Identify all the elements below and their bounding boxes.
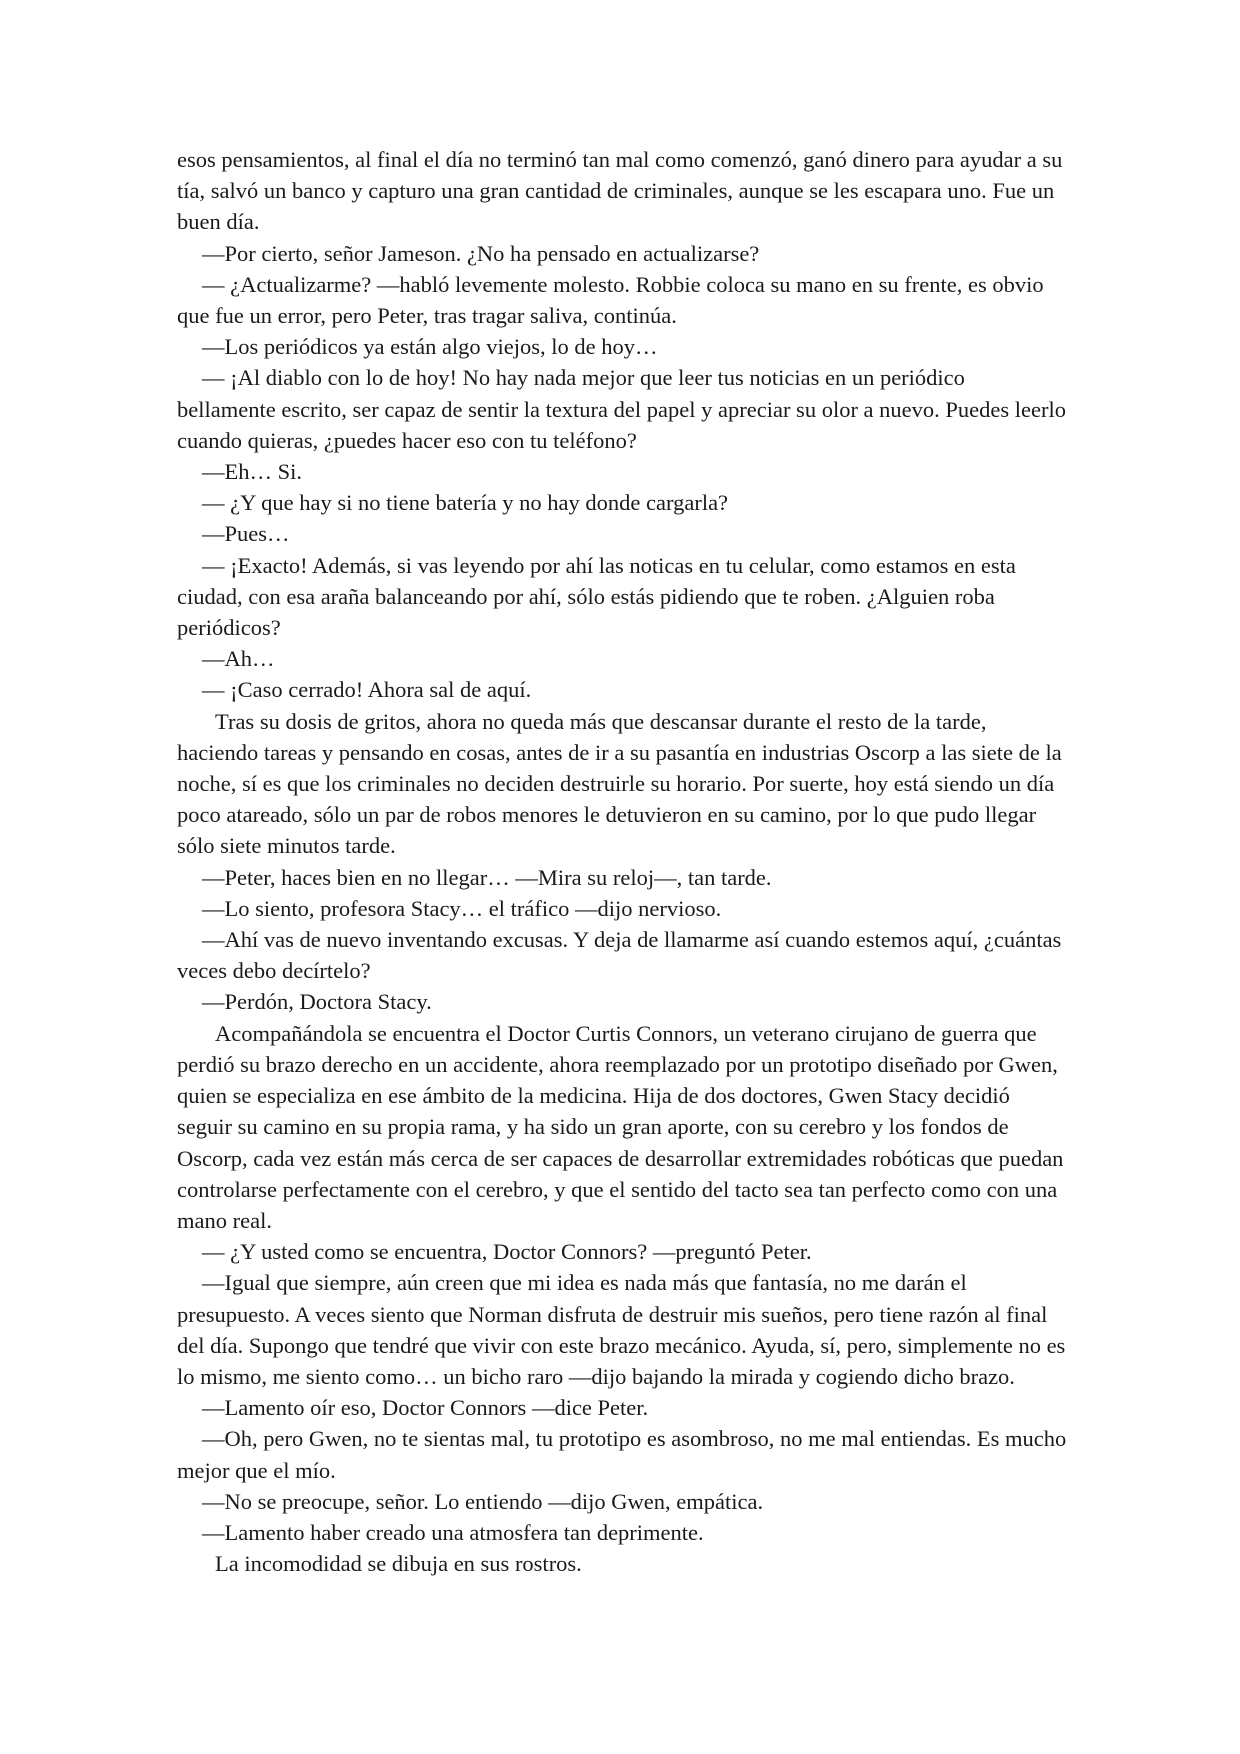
dialogue-paragraph: — ¿Y usted como se encuentra, Doctor Connors? —preguntó Peter. — [202, 1239, 812, 1265]
dialogue-paragraph: —Ahí vas de nuevo inventando excusas. Y deja de llamarme así cuando estemos aquí, ¿cuántas veces debo decírtelo? — [177, 927, 1062, 984]
dialogue-paragraph: —Lo siento, profesora Stacy… el tráfico —dijo nervioso. — [202, 895, 722, 921]
narrative-paragraph: La incomodidad se dibuja en sus rostros. — [215, 1551, 582, 1577]
dialogue-paragraph: —Pues… — [202, 521, 290, 547]
dialogue-paragraph: — ¡Al diablo con lo de hoy! No hay nada mejor que leer tus noticias en un periódico bellamente escrito, ser capaz de sentir la textura del papel y apreciar su olor a nuevo. Puedes leerlo cuando quieras, ¿puedes hacer eso con tu teléfono? — [177, 365, 1066, 453]
dialogue-paragraph: —Lamento oír eso, Doctor Connors —dice Peter. — [202, 1395, 649, 1421]
dialogue-paragraph: —Los periódicos ya están algo viejos, lo de hoy… — [202, 334, 658, 360]
dialogue-paragraph: —No se preocupe, señor. Lo entiendo —dijo Gwen, empática. — [202, 1488, 764, 1514]
dialogue-paragraph: —Ah… — [202, 646, 275, 672]
dialogue-paragraph: — ¿Y que hay si no tiene batería y no hay donde cargarla? — [202, 490, 729, 516]
narrative-paragraph: Tras su dosis de gritos, ahora no queda más que descansar durante el resto de la tarde, haciendo tareas y pensando en cosas, antes de ir a su pasantía en industrias Oscorp a las siete de la noche, sí es que los criminales no deciden destruirle su horario. Por suerte, hoy está siendo un día poco atareado, sólo un par de robos menores le detuvieron en su camino, por lo que pudo llegar sólo siete minutos tarde. — [177, 708, 1062, 859]
dialogue-paragraph: —Lamento haber creado una atmosfera tan deprimente. — [202, 1519, 704, 1545]
dialogue-paragraph: —Peter, haces bien en no llegar… —Mira su reloj—, tan tarde. — [202, 864, 772, 890]
dialogue-paragraph: — ¡Exacto! Además, si vas leyendo por ahí las noticas en tu celular, como estamos en esta ciudad, con esa araña balanceando por ahí, sólo estás pidiendo que te roben. ¿Alguien roba periódicos? — [177, 552, 1016, 641]
dialogue-paragraph: —Perdón, Doctora Stacy. — [202, 989, 432, 1015]
dialogue-paragraph: — ¡Caso cerrado! Ahora sal de aquí. — [202, 677, 532, 703]
dialogue-paragraph: —Por cierto, señor Jameson. ¿No ha pensado en actualizarse? — [202, 240, 760, 266]
dialogue-paragraph: —Igual que siempre, aún creen que mi idea es nada más que fantasía, no me darán el presupuesto. A veces siento que Norman disfruta de destruir mis sueños, pero tiene razón al final del día. Supongo que tendré que vivir con este brazo mecánico. Ayuda, sí, pero, simplemente no es lo mismo, me siento como… un bicho raro —dijo bajando la mirada y cogiendo dicho brazo. — [177, 1270, 1066, 1389]
narrative-paragraph: Acompañándola se encuentra el Doctor Curtis Connors, un veterano cirujano de guerra que perdió su brazo derecho en un accidente, ahora reemplazado por un prototipo diseñado por Gwen, quien se especializa en ese ámbito de la medicina. Hija de dos doctores, Gwen Stacy decidió seguir su camino en su propia rama, y ha sido un gran aporte, con su cerebro y los fondos de Oscorp, cada vez están más cerca de ser capaces de desarrollar extremidades robóticas que puedan controlarse perfectamente con el cerebro, y que el sentido del tacto sea tan perfecto como con una mano real. — [177, 1020, 1064, 1233]
dialogue-paragraph: — ¿Actualizarme? —habló levemente molesto. Robbie coloca su mano en su frente, es obvio que fue un error, pero Peter, tras tragar saliva, continúa. — [177, 271, 1044, 329]
dialogue-paragraph: —Oh, pero Gwen, no te sientas mal, tu prototipo es asombroso, no me mal entiendas. Es mucho mejor que el mío. — [177, 1426, 1067, 1483]
dialogue-paragraph: —Eh… Si. — [202, 459, 303, 485]
continued-paragraph: esos pensamientos, al final el día no terminó tan mal como comenzó, ganó dinero para ayudar a su tía, salvó un banco y capturo una gran cantidad de criminales, aunque se les escapara uno. Fue un buen día. — [177, 147, 1063, 235]
body-text — [177, 144, 1067, 1579]
